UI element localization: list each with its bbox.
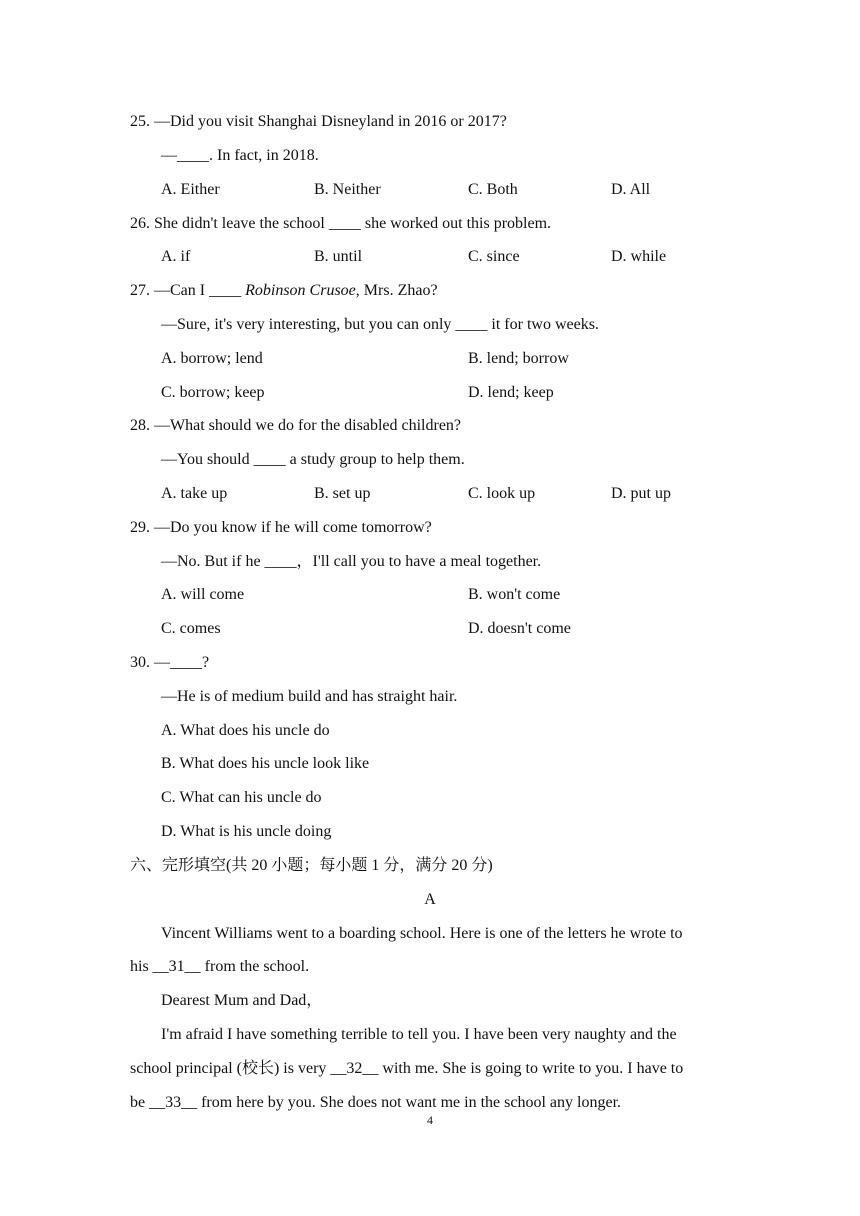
q26-option-d: D. while (611, 248, 667, 265)
q26-option-c: C. since (468, 248, 520, 265)
q26-option-b: B. until (314, 248, 363, 265)
page-number: 4 (427, 1113, 433, 1127)
q25-option-c: C. Both (468, 181, 518, 198)
q25-option-d: D. All (611, 181, 651, 198)
q26-stem: 26. She didn't leave the school ____ she worked out this problem. (130, 215, 552, 232)
q28-option-a: A. take up (161, 485, 228, 502)
q27-reply: —Sure, it's very interesting, but you can only ____ it for two weeks. (161, 316, 599, 333)
letter-body-line-3: be __33__ from here by you. She does not want me in the school any longer. (130, 1094, 622, 1111)
q29-option-c: C. comes (161, 620, 221, 637)
q27-stem-pre: 27. —Can I ____ (130, 282, 246, 299)
q28-option-b: B. set up (314, 485, 371, 502)
q28-reply: —You should ____ a study group to help them. (161, 451, 465, 468)
letter-body-line-1: I'm afraid I have something terrible to tell you. I have been very naughty and the (161, 1026, 677, 1043)
q26-option-a: A. if (161, 248, 191, 265)
q28-option-c: C. look up (468, 485, 536, 502)
section-heading: 六、完形填空(共 20 小题；每小题 1 分，满分 20 分) (130, 857, 493, 874)
q29-option-b: B. won't come (468, 586, 561, 603)
q30-option-b: B. What does his uncle look like (161, 755, 370, 772)
q25-option-b: B. Neither (314, 181, 381, 198)
q30-option-d: D. What is his uncle doing (161, 823, 332, 840)
q27-option-b: B. lend; borrow (468, 350, 569, 367)
q27-stem (130, 281, 438, 301)
q30-option-c: C. What can his uncle do (161, 789, 322, 806)
passage-label: A (424, 891, 436, 908)
letter-salutation: Dearest Mum and Dad， (161, 992, 323, 1009)
q27-book-title: Robinson Crusoe (245, 282, 356, 299)
q27-option-d: D. lend; keep (468, 384, 554, 401)
q25-stem: 25. —Did you visit Shanghai Disneyland in 2016 or 2017? (130, 113, 507, 130)
q25-reply: —____. In fact, in 2018. (161, 147, 319, 164)
q30-option-a: A. What does his uncle do (161, 722, 330, 739)
letter-body-line-2: school principal (校长) is very __32__ with me. She is going to write to you. I have to (130, 1060, 684, 1077)
q25-option-a: A. Either (161, 181, 220, 198)
q27-stem-post: , Mrs. Zhao? (355, 282, 438, 299)
q29-option-a: A. will come (161, 586, 245, 603)
intro-line-2: his __31__ from the school. (130, 958, 310, 975)
q30-reply: —He is of medium build and has straight hair. (161, 688, 458, 705)
q28-stem: 28. —What should we do for the disabled children? (130, 417, 462, 434)
q29-stem: 29. —Do you know if he will come tomorrow? (130, 519, 432, 536)
q27-option-c: C. borrow; keep (161, 384, 265, 401)
intro-line-1: Vincent Williams went to a boarding school. Here is one of the letters he wrote to (161, 925, 683, 942)
q27-option-a: A. borrow; lend (161, 350, 263, 367)
q29-reply: —No. But if he ____，I'll call you to have a meal together. (161, 553, 542, 570)
q30-stem: 30. —____? (130, 654, 210, 671)
q29-option-d: D. doesn't come (468, 620, 571, 637)
q28-option-d: D. put up (611, 485, 671, 502)
